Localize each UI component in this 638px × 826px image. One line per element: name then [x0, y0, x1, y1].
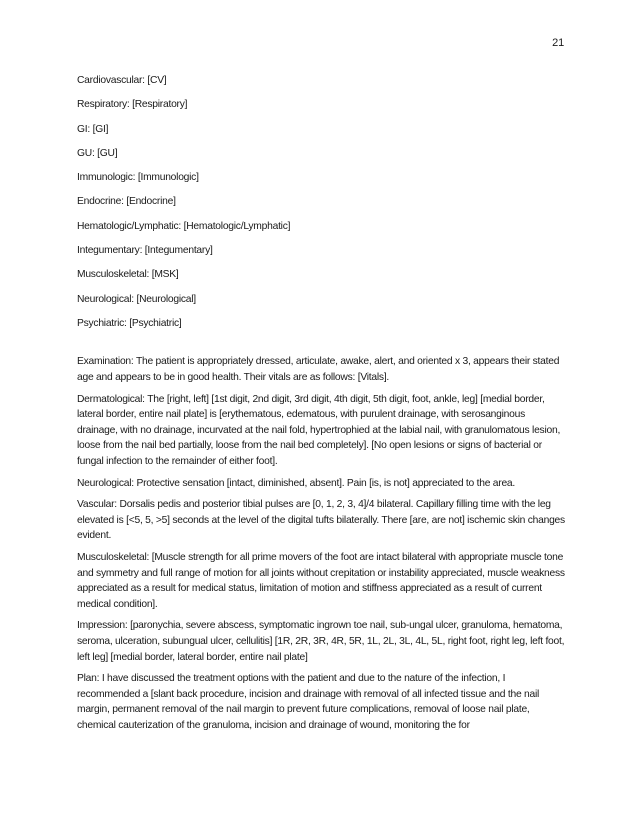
vascular-paragraph: Vascular: Dorsalis pedis and posterior tibial pulses are [0, 1, 2, 3, 4]/4 bilateral. Capillary filling time with the leg elevated is [<5, 5, >5] seconds at the level of the digital tufts bilaterally. There [are, are not] ischemic skin changes evident. — [77, 499, 565, 542]
ros-endocrine: Endocrine: [Endocrine] — [77, 196, 176, 208]
page-number: 21 — [552, 37, 564, 49]
ros-hematologic-lymphatic: Hematologic/Lymphatic: [Hematologic/Lymphatic] — [77, 220, 291, 232]
document-body — [77, 73, 565, 739]
ros-respiratory: Respiratory: [Respiratory] — [77, 99, 188, 111]
ros-gu: GU: [GU] — [77, 147, 118, 159]
ros-psychiatric: Psychiatric: [Psychiatric] — [77, 317, 182, 329]
musculoskeletal-paragraph: Musculoskeletal: [Muscle strength for all prime movers of the foot are intact bilateral with appropriate muscle tone and symmetry and full range of motion for all joints without crepitation or instability appreciated, muscle weakness appreciated as a result for medical status, limitation of motion and stiffness appreciated as a result of current medical condition]. — [77, 551, 565, 610]
examination-paragraph: Examination: The patient is appropriately dressed, articulate, awake, alert, and oriented x 3, appears their stated age and appears to be in good health. Their vitals are as follows: [Vitals]. — [77, 356, 560, 383]
ros-cardiovascular: Cardiovascular: [CV] — [77, 75, 167, 86]
ros-neurological: Neurological: [Neurological] — [77, 293, 196, 305]
ros-immunologic: Immunologic: [Immunologic] — [77, 172, 199, 184]
ros-musculoskeletal: Musculoskeletal: [MSK] — [77, 269, 179, 281]
review-of-systems-list — [77, 73, 565, 331]
plan-paragraph: Plan: I have discussed the treatment options with the patient and due to the nature of the infection, I recommended a [slant back procedure, incision and drainage with removal of all infected tissue and the nail margin, permanent removal of the nail margin to prevent future complications, removal of loose nail plate, chemical cauterization of the granuloma, incision and drainage of wound, monitoring the for — [77, 673, 540, 731]
dermatological-paragraph: Dermatological: The [right, left] [1st digit, 2nd digit, 3rd digit, 4th digit, 5th digit, foot, ankle, leg] [medial border, lateral border, entire nail plate] is [erythematous, edematous, with purulent drainage, with serosanginous drainage, with no drainage, incurvated at the nail fold, hypertrophied at the labial nail, with granulomatous lesion, loose from the nail bed partially, loose from the nail bed completely]. [No open lesions or signs of bacterial or fungal infection to the remainder of either foot]. — [77, 393, 561, 467]
impression-paragraph: Impression: [paronychia, severe abscess, symptomatic ingrown toe nail, sub-ungal ulcer, granuloma, hematoma, seroma, ulceration, subungual ulcer, cellulitis] [1R, 2R, 3R, 4R, 5R, 1L, 2L, 3L, 4L, 5L, right foot, right leg, left foot, left leg] [medial border, lateral border, entire nail plate] — [77, 620, 565, 663]
ros-integumentary: Integumentary: [Integumentary] — [77, 244, 213, 256]
ros-gi: GI: [GI] — [77, 123, 109, 135]
neurological-paragraph: Neurological: Protective sensation [intact, diminished, absent]. Pain [is, is not] appreciated to the area. — [77, 477, 516, 489]
